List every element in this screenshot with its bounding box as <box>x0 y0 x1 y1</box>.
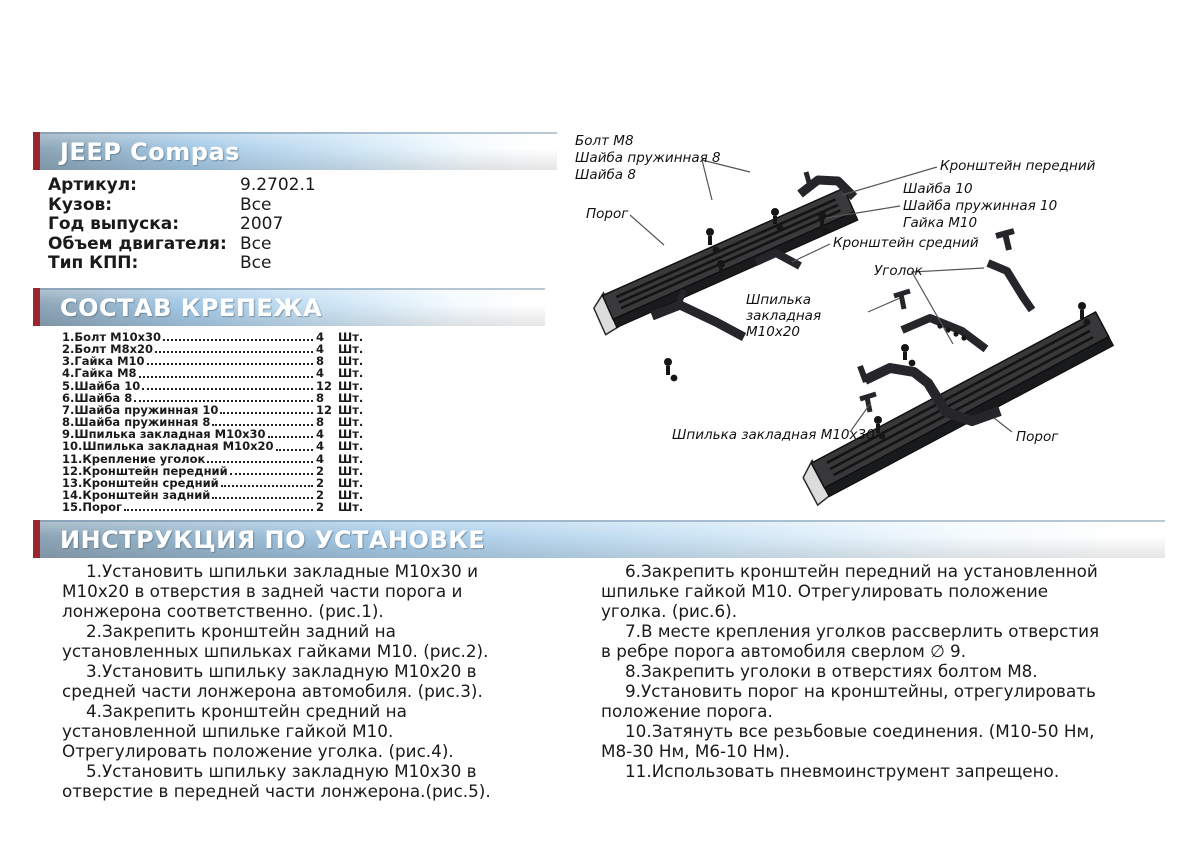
part-name: 6.Шайба 8 <box>62 390 133 405</box>
part-qty: 4 <box>316 439 325 454</box>
info-row-transmission <box>48 254 468 274</box>
instruction-step: 11.Использовать пневмоинструмент запрещено. <box>625 761 1060 781</box>
part-unit: Шт. <box>338 390 364 405</box>
part-unit: Шт. <box>338 475 364 490</box>
part-unit: Шт. <box>338 366 364 381</box>
info-value: Все <box>240 233 272 254</box>
dots-leader <box>221 485 313 487</box>
part-row <box>62 453 364 465</box>
instructions-left-column <box>62 561 530 801</box>
diagram-label-bracket-middle: Кронштейн средний <box>833 235 979 251</box>
vehicle-info-table <box>48 176 468 274</box>
part-name: 13.Кронштейн средний <box>62 475 219 490</box>
instructions-title: ИНСТРУКЦИЯ ПО УСТАНОВКЕ <box>60 526 486 554</box>
diagram-label-bolt-m8: Болт М8 <box>575 133 634 149</box>
info-label: Год выпуска: <box>48 214 180 234</box>
diagram-label-porog-left: Порог <box>586 206 629 222</box>
parts-list <box>62 331 364 513</box>
diagram-label-stud-m10x30: Шпилька закладная М10х30 <box>672 427 875 443</box>
instruction-step: 9.Установить порог на кронштейны, отрегулировать положение порога. <box>601 681 1096 721</box>
info-label: Кузов: <box>48 194 113 215</box>
part-name: 10.Шпилька закладная М10х20 <box>62 439 274 454</box>
part-qty: 4 <box>316 366 325 381</box>
part-qty: 4 <box>316 330 325 344</box>
part-name: 4.Гайка М8 <box>62 366 137 381</box>
part-qty: 12 <box>316 378 333 393</box>
part-name: 2.Болт М8х20 <box>62 342 153 357</box>
part-qty: 2 <box>316 500 325 515</box>
bracket-front-right-tab <box>860 366 866 382</box>
part-unit: Шт. <box>338 342 364 357</box>
part-qty: 2 <box>316 488 325 503</box>
part-qty: 4 <box>316 427 325 442</box>
bracket-middle-shape <box>756 253 800 266</box>
dots-leader <box>155 351 313 353</box>
diagram-label-washer-8: Шайба 8 <box>575 167 636 183</box>
bracket-rear-shape <box>652 305 744 337</box>
part-name: 7.Шайба пружинная 10 <box>62 402 219 417</box>
part-unit: Шт. <box>338 354 364 369</box>
info-row-engine <box>48 235 468 255</box>
info-row-articul <box>48 176 468 196</box>
instruction-step: 3.Установить шпильку закладную М10х20 в средней части лонжерона автомобиля. (рис.3). <box>62 661 483 701</box>
diagram-label-stud-m10x20: Шпилька закладная М10х20 <box>746 292 822 340</box>
ugolok-lower-shape <box>902 318 986 349</box>
part-name: 12.Кронштейн передний <box>62 463 228 478</box>
instruction-step: 6.Закрепить кронштейн передний на установленной шпильке гайкой М10. Отрегулировать положение уголка. (рис.6). <box>601 561 1098 621</box>
model-header-bar <box>33 132 557 170</box>
exploded-view-diagram <box>560 120 1200 515</box>
part-unit: Шт. <box>338 488 364 503</box>
dots-leader <box>220 412 313 414</box>
instruction-step: 7.В месте крепления уголков рассверлить отверстия в ребре порога автомобиля сверлом ∅ 9. <box>601 621 1100 661</box>
info-value: 9.2702.1 <box>240 175 316 195</box>
parts-title: СОСТАВ КРЕПЕЖА <box>60 294 323 322</box>
dots-leader <box>147 363 313 365</box>
part-qty: 4 <box>316 342 325 357</box>
diagram-label-washer-spring-8: Шайба пружинная 8 <box>575 150 721 166</box>
part-qty: 4 <box>316 451 325 466</box>
part-name: 14.Кронштейн задний <box>62 488 211 503</box>
info-row-year <box>48 215 468 235</box>
part-name: 5.Шайба 10 <box>62 378 141 393</box>
instruction-step: 1.Установить шпильки закладные М10х30 и М10х20 в отверстия в задней части порога и лонжерона соответственно. (рис.1). <box>62 561 478 621</box>
dots-leader <box>124 509 313 511</box>
part-name: 9.Шпилька закладная М10х30 <box>62 427 266 442</box>
diagram-label-bracket-front: Кронштейн передний <box>940 158 1096 174</box>
part-row <box>62 367 364 379</box>
info-label: Артикул: <box>48 175 137 195</box>
stud-m10x30-shape <box>860 394 876 412</box>
diagram-label-washer-10: Шайба 10 <box>903 181 973 197</box>
dots-leader <box>212 497 313 499</box>
info-row-body <box>48 196 468 216</box>
info-value: 2007 <box>240 214 284 234</box>
dots-leader <box>139 376 313 378</box>
diagram-label-nut-m10: Гайка М10 <box>903 215 978 231</box>
stud-shape-top-right <box>996 231 1014 250</box>
part-unit: Шт. <box>338 330 364 344</box>
part-unit: Шт. <box>338 378 364 393</box>
part-name: 8.Шайба пружинная 8 <box>62 415 211 430</box>
part-name: 11.Крепление уголок <box>62 451 206 466</box>
part-unit: Шт. <box>338 402 364 417</box>
part-qty: 8 <box>316 354 325 369</box>
part-unit: Шт. <box>338 415 364 430</box>
info-value: Все <box>240 194 272 215</box>
info-label: Объем двигателя: <box>48 233 227 254</box>
part-qty: 8 <box>316 390 325 405</box>
part-unit: Шт. <box>338 463 364 478</box>
part-unit: Шт. <box>338 427 364 442</box>
instructions-right-column <box>601 561 1106 781</box>
part-name: 3.Гайка М10 <box>62 354 145 369</box>
diagram-label-washer-spring-10: Шайба пружинная 10 <box>903 198 1058 214</box>
part-qty: 2 <box>316 463 325 478</box>
part-unit: Шт. <box>338 439 364 454</box>
instruction-step: 8.Закрепить уголоки в отверстиях болтом М8. <box>625 661 1038 681</box>
diagram-drawing <box>560 120 1200 515</box>
part-qty: 8 <box>316 415 325 430</box>
instruction-step: 2.Закрепить кронштейн задний на установленных шпильках гайками М10. (рис.2). <box>62 621 489 661</box>
part-qty: 12 <box>316 402 333 417</box>
part-name: 15.Порог <box>62 500 123 515</box>
part-row <box>62 380 364 392</box>
instruction-step: 10.Затянуть все резьбовые соединения. (М10-50 Нм, М8-30 Нм, М6-10 Нм). <box>601 721 1095 761</box>
diagram-label-porog-right: Порог <box>1016 429 1059 445</box>
dots-leader <box>212 424 313 426</box>
dots-leader <box>276 449 313 451</box>
part-row <box>62 440 364 452</box>
dots-leader <box>230 473 313 475</box>
info-label: Тип КПП: <box>48 253 139 273</box>
instruction-step: 5.Установить шпильку закладную М10х30 в отверстие в передней части лонжерона.(рис.5). <box>62 761 491 801</box>
part-unit: Шт. <box>338 451 364 466</box>
part-name: 1.Болт М10х30 <box>62 330 161 344</box>
model-title: JEEP Compas <box>60 138 240 166</box>
info-value: Все <box>240 253 272 273</box>
instructions-header-bar <box>33 520 1165 558</box>
part-qty: 2 <box>316 475 325 490</box>
dots-leader <box>142 388 313 390</box>
part-row <box>62 501 364 513</box>
parts-header-bar <box>33 288 545 326</box>
dots-leader <box>163 339 313 341</box>
diagram-label-ugolok: Уголок <box>874 263 923 279</box>
dots-leader <box>134 400 313 402</box>
dots-leader <box>268 436 313 438</box>
dots-leader <box>207 461 313 463</box>
instruction-step: 4.Закрепить кронштейн средний на установленной шпильке гайкой М10. Отрегулировать положение уголка. (рис.4). <box>62 701 454 761</box>
part-unit: Шт. <box>338 500 364 515</box>
ugolok-upper-shape <box>988 263 1032 310</box>
